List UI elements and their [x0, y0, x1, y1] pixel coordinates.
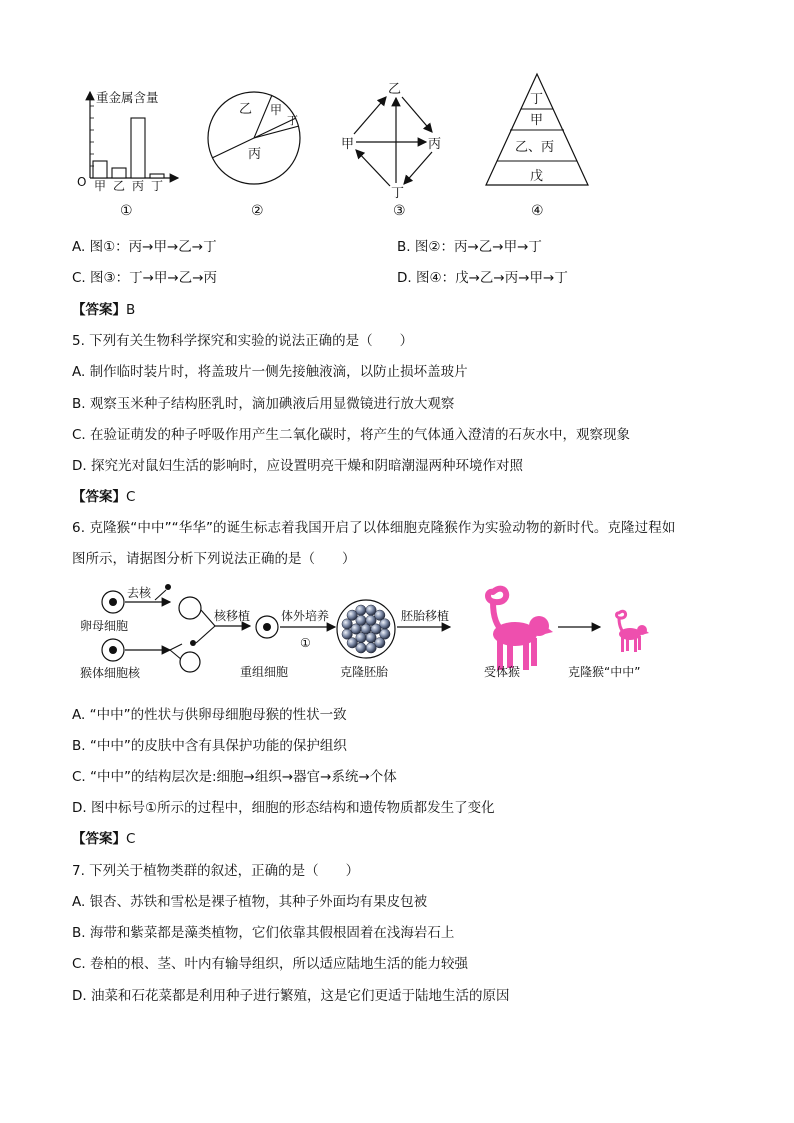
egg-cell [102, 591, 124, 613]
q4-option-a: A. 图①：丙→甲→乙→丁 [72, 239, 217, 255]
fig3-node-bing: 丙 [428, 137, 442, 152]
recombined-cell-label: 重组细胞 [240, 665, 289, 679]
fig2-label-ding: 丁 [287, 114, 298, 127]
q5-answer [72, 485, 135, 505]
cloned-monkey-icon [617, 611, 650, 652]
answer-label: 【答案】 [72, 302, 126, 318]
enucleated-egg [179, 597, 201, 619]
answer-value: C [126, 489, 136, 505]
cloned-embryo [337, 600, 395, 658]
q7-option-b: B. 海带和紫菜都是藻类植物，它们依靠其假根固着在浅海岩石上 [72, 925, 455, 941]
q4-option-c: C. 图③：丁→甲→乙→丙 [72, 270, 218, 286]
q7-option-d: D. 油菜和石花菜都是利用种子进行繁殖，这是它们更适于陆地生活的原因 [72, 988, 510, 1004]
fig4-level-wu: 戊 [530, 169, 544, 184]
cloned-embryo-label: 克隆胚胎 [340, 665, 389, 679]
q5-option-c: C. 在验证萌发的种子呼吸作用产生二氧化碳时，将产生的气体通入澄清的石灰水中，观察现象 [72, 427, 631, 443]
embryo-transfer-label: 胚胎移植 [401, 609, 450, 623]
fig1-tick-label: 甲 [94, 179, 107, 193]
cloning-diagram [0, 570, 794, 690]
fig4-level-ding: 丁 [530, 92, 544, 107]
remove-nucleus-label: 去核 [127, 586, 152, 600]
answer-value: B [126, 302, 136, 318]
fig3-number: ③ [393, 203, 406, 219]
fig1-bar [112, 168, 126, 178]
answer-label: 【答案】 [72, 831, 126, 847]
fig3-node-yi: 乙 [388, 82, 402, 97]
q5-option-a: A. 制作临时装片时，将盖玻片一侧先接触液滴，以防止损坏盖玻片 [72, 364, 468, 380]
q7-option-a: A. 银杏、苏铁和雪松是裸子植物，其种子外面均有果皮包被 [72, 894, 428, 910]
fig1-number: ① [120, 203, 133, 219]
nuclear-transfer-label: 核移植 [214, 609, 251, 623]
fig3-network [341, 82, 441, 219]
step-number: ① [300, 636, 311, 650]
q5-stem: 5. 下列有关生物科学探究和实验的说法正确的是（ ） [72, 333, 414, 349]
fig2-label-bing: 丙 [248, 147, 262, 162]
q4-answer [72, 298, 135, 318]
q4-option-b: B. 图②：丙→乙→甲→丁 [397, 239, 542, 255]
q6-option-b: B. “中中”的皮肤中含有具保护功能的保护组织 [72, 738, 347, 754]
in-vitro-label: 体外培养 [281, 609, 330, 623]
q7-option-c: C. 卷柏的根、茎、叶内有输导组织，所以适应陆地生活的能力较强 [72, 956, 469, 972]
egg-cell-label: 卵母细胞 [80, 619, 129, 633]
fig4-pyramid [486, 74, 588, 219]
fig2-number: ② [251, 203, 264, 219]
fig2-label-yi: 乙 [239, 102, 253, 117]
answer-label: 【答案】 [72, 489, 126, 505]
recipient-monkey-icon [488, 589, 553, 670]
fig1-bar [93, 161, 107, 178]
q6-option-c: C. “中中”的结构层次是:细胞→组织→器官→系统→个体 [72, 769, 397, 785]
fig3-node-jia: 甲 [341, 137, 355, 152]
recombined-cell [256, 616, 278, 638]
fig1-bar [131, 118, 145, 178]
somatic-nucleus-label: 猴体细胞核 [80, 666, 141, 680]
fig1-ylabel: 重金属含量 [96, 90, 159, 105]
somatic-remnant [180, 652, 200, 672]
fig1-tick-label: 乙 [113, 179, 126, 193]
fig3-node-ding: 丁 [391, 186, 405, 201]
somatic-cell [102, 639, 124, 661]
q6-stem-line2: 图所示，请据图分析下列说法正确的是（ ） [72, 551, 356, 567]
fig4-level-jia: 甲 [530, 113, 544, 128]
q5-option-b: B. 观察玉米种子结构胚乳时，滴加碘液后用显微镜进行放大观察 [72, 396, 455, 412]
fig4-number: ④ [531, 203, 544, 219]
fig1-origin: O [77, 175, 87, 189]
fig1-tick-label: 丁 [151, 179, 164, 193]
q6-answer [72, 827, 135, 847]
q4-option-d: D. 图④：戊→乙→丙→甲→丁 [397, 270, 568, 286]
answer-value: C [126, 831, 136, 847]
fig1-bar [150, 174, 164, 178]
q6-option-d: D. 图中标号①所示的过程中，细胞的形态结构和遗传物质都发生了变化 [72, 800, 495, 816]
cloned-monkey-label: 克隆猴“中中” [568, 665, 641, 679]
q5-option-d: D. 探究光对鼠妇生活的影响时，应设置明亮干燥和阴暗潮湿两种环境作对照 [72, 458, 523, 474]
recipient-monkey-label: 受体猴 [484, 665, 521, 679]
fig4-level-yibing: 乙、丙 [515, 140, 555, 155]
q7-stem: 7. 下列关于植物类群的叙述，正确的是（ ） [72, 863, 360, 879]
q6-option-a: A. “中中”的性状与供卵母细胞母猴的性状一致 [72, 707, 347, 723]
q6-stem-line1: 6. 克隆猴“中中”“华华”的诞生标志着我国开启了以体细胞克隆猴作为实验动物的新时代。克隆过程如 [72, 520, 676, 536]
q4-figures [0, 0, 794, 230]
fig2-pie-chart [208, 92, 300, 219]
fig1-tick-label: 丙 [132, 179, 145, 193]
fig1-bar-chart [77, 90, 178, 219]
fig2-label-jia: 甲 [270, 103, 283, 117]
